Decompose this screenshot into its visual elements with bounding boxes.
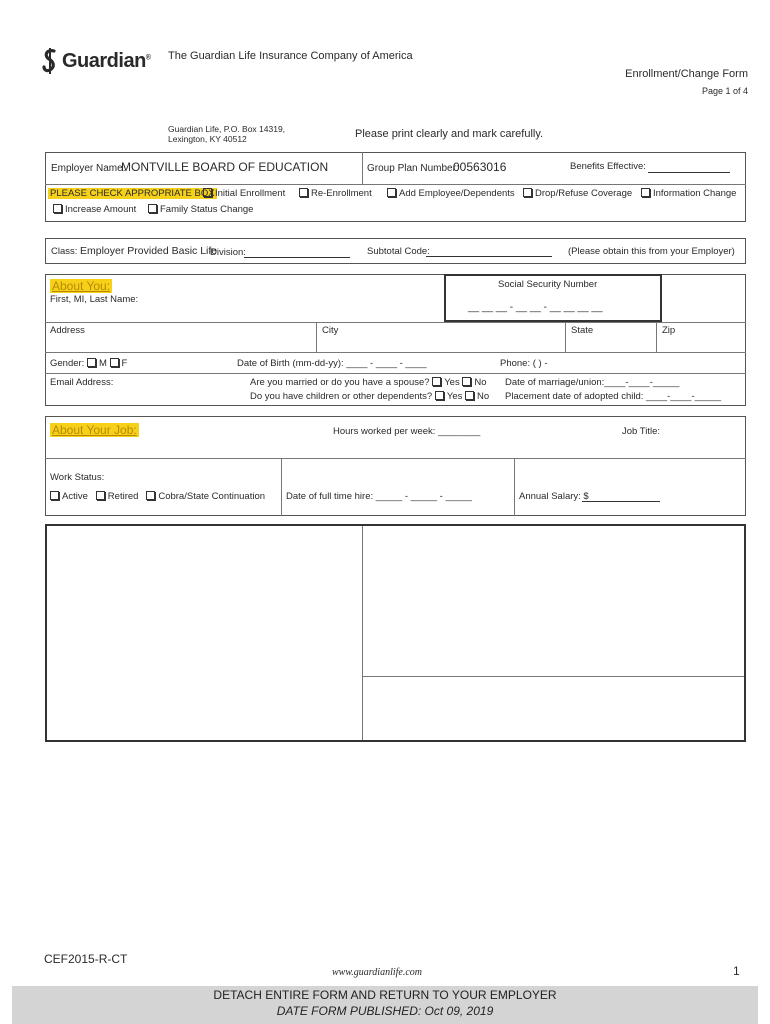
option-add-employee[interactable]: Add Employee/Dependents <box>387 188 515 199</box>
checkbox-icon[interactable] <box>148 204 157 213</box>
website-link[interactable]: www.guardianlife.com <box>332 967 422 978</box>
option-drop-refuse[interactable]: Drop/Refuse Coverage <box>523 188 632 199</box>
check-box-row <box>48 188 217 199</box>
address-label[interactable]: Address <box>50 325 85 336</box>
checkbox-icon[interactable] <box>87 358 96 367</box>
group-plan-value[interactable]: 00563016 <box>453 160 507 174</box>
employer-note: (Please obtain this from your Employer) <box>568 246 735 257</box>
checkbox-icon[interactable] <box>203 188 212 197</box>
print-instruction: Please print clearly and mark carefully. <box>355 128 544 140</box>
company-name: The Guardian Life Insurance Company of America <box>168 50 413 62</box>
work-status-label: Work Status: <box>50 472 105 483</box>
option-increase-amount[interactable]: Increase Amount <box>53 204 136 215</box>
hire-date-field[interactable]: Date of full time hire: _____ - _____ - _____ <box>286 491 472 502</box>
zip-label[interactable]: Zip <box>662 325 676 336</box>
class-label: Class: <box>51 246 78 257</box>
employer-name-label: Employer Name: <box>51 163 126 174</box>
checkbox-icon[interactable] <box>110 358 119 367</box>
about-job-title: About Your Job: <box>52 423 137 437</box>
option-information-change[interactable]: Information Change <box>641 188 736 199</box>
option-re-enrollment[interactable]: Re-Enrollment <box>299 188 372 199</box>
group-plan-label: Group Plan Number: <box>367 163 459 174</box>
detach-instruction: DETACH ENTIRE FORM AND RETURN TO YOUR EMPLOYER <box>213 988 557 1002</box>
work-status-options <box>50 491 265 502</box>
logo-text: Guardian® <box>62 50 151 72</box>
checkbox-icon[interactable] <box>96 491 105 500</box>
checkbox-icon[interactable] <box>523 188 532 197</box>
class-value[interactable]: Employer Provided Basic Life <box>80 245 218 257</box>
form-title: Enrollment/Change Form <box>625 68 748 80</box>
ssn-field[interactable]: __ __ __ - __ __ - __ __ __ __ <box>468 302 603 313</box>
page-number: 1 <box>733 964 740 978</box>
guardian-logo-icon <box>42 48 58 74</box>
employer-name-value[interactable]: MONTVILLE BOARD OF EDUCATION <box>121 160 329 174</box>
children-question: Do you have children or other dependents? Yes No <box>250 391 490 402</box>
gender-m-option[interactable]: M <box>87 358 107 369</box>
checkbox-icon[interactable] <box>641 188 650 197</box>
subtotal-field[interactable] <box>426 246 552 257</box>
benefits-effective-label: Benefits Effective: <box>570 161 646 172</box>
checkbox-icon[interactable] <box>50 491 59 500</box>
married-yes[interactable]: Yes <box>432 377 460 388</box>
division-field[interactable] <box>244 247 350 258</box>
checkbox-icon[interactable] <box>432 377 441 386</box>
gender-f-option[interactable]: F <box>110 358 128 369</box>
checkbox-icon[interactable] <box>435 391 444 400</box>
page-indicator: Page 1 of 4 <box>701 86 748 96</box>
date-published: DATE FORM PUBLISHED: Oct 09, 2019 <box>276 1004 494 1018</box>
gender-row: Gender: M F <box>50 358 128 369</box>
phone-field[interactable]: Phone: ( ) - <box>500 358 548 369</box>
check-box-label: PLEASE CHECK APPROPRIATE BOX <box>50 188 215 199</box>
benefits-effective-field[interactable] <box>648 162 730 173</box>
division-label: Division: <box>210 247 246 258</box>
status-cobra[interactable]: Cobra/State Continuation <box>146 491 265 502</box>
placement-date-field[interactable]: Placement date of adopted child: ____-____-_____ <box>505 391 722 402</box>
option-family-status-change[interactable]: Family Status Change <box>148 204 253 215</box>
option-initial-enrollment[interactable]: Initial Enrollment <box>203 188 285 199</box>
salary-field[interactable] <box>582 491 660 502</box>
city-label[interactable]: City <box>322 325 339 336</box>
children-no[interactable]: No <box>465 391 489 402</box>
checkbox-icon[interactable] <box>465 391 474 400</box>
dob-field[interactable]: Date of Birth (mm-dd-yy): ____ - ____ - ____ <box>237 358 427 369</box>
mailing-address-line2: Lexington, KY 40512 <box>168 134 247 144</box>
hours-field[interactable]: Hours worked per week: ________ <box>333 426 481 437</box>
form-code: CEF2015-R-CT <box>44 952 128 966</box>
about-you-title: About You: <box>52 279 111 293</box>
checkbox-icon[interactable] <box>299 188 308 197</box>
status-retired[interactable]: Retired <box>96 491 139 502</box>
checkbox-icon[interactable] <box>462 377 471 386</box>
ssn-label: Social Security Number <box>498 279 598 290</box>
salary-label: Annual Salary: $ <box>519 491 589 502</box>
checkbox-icon[interactable] <box>146 491 155 500</box>
children-yes[interactable]: Yes <box>435 391 463 402</box>
status-active[interactable]: Active <box>50 491 88 502</box>
marriage-date-field[interactable]: Date of marriage/union:____-____-_____ <box>505 377 680 388</box>
email-label[interactable]: Email Address: <box>50 377 114 388</box>
job-title-label[interactable]: Job Title: <box>622 426 661 437</box>
subtotal-label: Subtotal Code: <box>367 246 430 257</box>
name-label: First, MI, Last Name: <box>50 294 139 305</box>
mailing-address-line1: Guardian Life, P.O. Box 14319, <box>168 124 286 134</box>
checkbox-icon[interactable] <box>53 204 62 213</box>
married-no[interactable]: No <box>462 377 486 388</box>
blank-section-box <box>45 524 746 742</box>
state-label[interactable]: State <box>571 325 594 336</box>
married-question: Are you married or do you have a spouse? Yes No <box>250 377 487 388</box>
checkbox-icon[interactable] <box>387 188 396 197</box>
